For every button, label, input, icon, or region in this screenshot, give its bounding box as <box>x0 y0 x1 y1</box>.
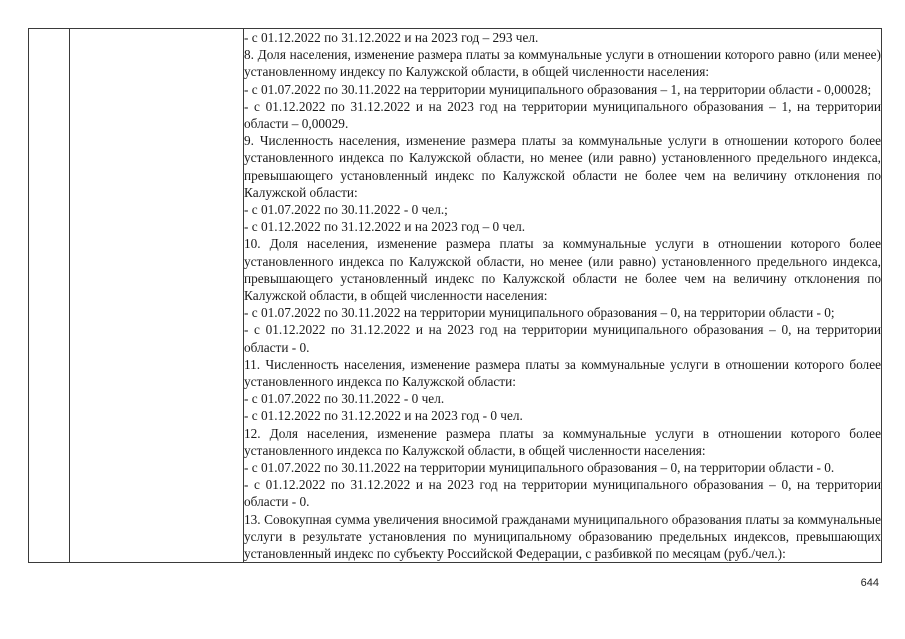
paragraph: 9. Численность населения, изменение размера платы за коммунальные услуги в отношении которого более установленного индекса по Калужской области, но менее (или равно) установленного предельного индекса, превышающего установленный индекс по Калужской области не более чем на величину отклонения по Калужской области: <box>244 133 881 200</box>
table-row <box>29 29 882 563</box>
paragraph: - с 01.12.2022 по 31.12.2022 и на 2023 год – 293 чел. <box>244 30 539 45</box>
page-number: 644 <box>860 577 879 589</box>
paragraph: - с 01.12.2022 по 31.12.2022 и на 2023 год - 0 чел. <box>244 408 523 424</box>
paragraph: - с 01.07.2022 по 30.11.2022 на территории муниципального образования – 0, на территории области - 0. <box>244 460 835 476</box>
paragraph: - с 01.07.2022 по 30.11.2022 на территории муниципального образования – 1, на территории области - 0,00028; <box>244 81 872 97</box>
paragraph: 12. Доля населения, изменение размера платы за коммунальные услуги в отношении которого более установленного индекса по Калужской области, в общей численности населения: <box>244 425 881 458</box>
paragraph: - с 01.12.2022 по 31.12.2022 и на 2023 год на территории муниципального образования – 1, на территории области – 0,00029. <box>244 98 881 132</box>
table-cell-number <box>29 29 70 563</box>
document-table <box>28 28 882 563</box>
table-cell-indicator <box>70 29 244 563</box>
paragraph: - с 01.12.2022 по 31.12.2022 и на 2023 год – 0 чел. <box>244 219 526 235</box>
paragraph: - с 01.07.2022 по 30.11.2022 - 0 чел. <box>244 391 445 407</box>
paragraph: - с 01.07.2022 по 30.11.2022 на территории муниципального образования – 0, на территории области - 0; <box>244 305 835 321</box>
table-cell-content <box>244 29 882 563</box>
paragraph: 8. Доля населения, изменение размера платы за коммунальные услуги в отношении которого равно (или менее) установленному индексу по Калужской области, в общей численности населения: <box>244 47 881 80</box>
paragraph: 13. Совокупная сумма увеличения вносимой гражданами муниципального образования платы за коммунальные услуги в результате установления по муниципальному образованию предельных индексов, превышающих установленный индекс по субъекту Российской Федерации, с разбивкой по месяцам (руб./чел.): <box>244 511 881 562</box>
paragraph: - с 01.07.2022 по 30.11.2022 - 0 чел.; <box>244 202 448 218</box>
paragraph: - с 01.12.2022 по 31.12.2022 и на 2023 год на территории муниципального образования – 0, на территории области - 0. <box>244 477 881 510</box>
paragraph: 10. Доля населения, изменение размера платы за коммунальные услуги в отношении которого более установленного индекса по Калужской области, но менее (или равно) установленного предельного индекса, превышающего установленный индекс по Калужской области не более чем на величину отклонения по Калужской области, в общей численности населения: <box>244 236 881 304</box>
paragraph: - с 01.12.2022 по 31.12.2022 и на 2023 год на территории муниципального образования – 0, на территории области - 0. <box>244 322 881 355</box>
paragraph: 11. Численность населения, изменение размера платы за коммунальные услуги в отношении которого более установленного индекса по Калужской области: <box>244 356 881 390</box>
